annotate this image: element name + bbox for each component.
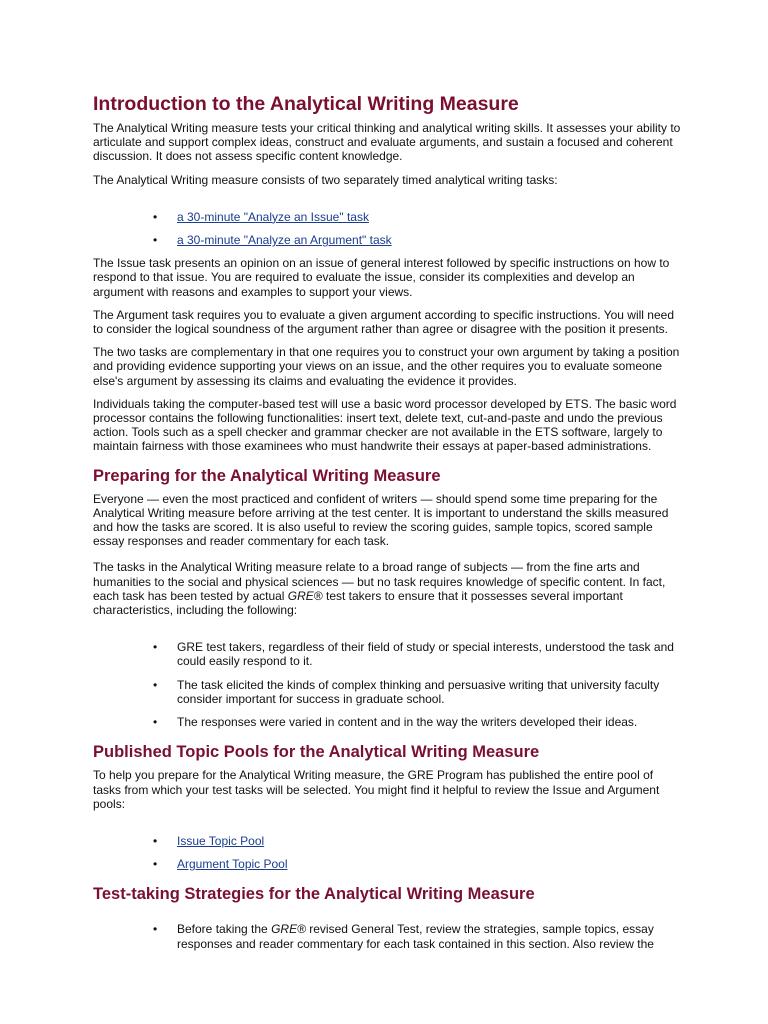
gre-trademark: GRE® <box>287 588 323 603</box>
issue-topic-pool-link[interactable]: Issue Topic Pool <box>177 833 265 848</box>
document-page <box>93 92 683 960</box>
list-item <box>177 834 683 848</box>
gre-trademark: GRE® <box>271 922 306 937</box>
list-item <box>177 233 683 247</box>
list-item: • The task elicited the kinds of complex thinking and persuasive writing that university faculty consider important for success in graduate school. <box>177 678 683 706</box>
list-item: • The responses were varied in content and in the way the writers developed their ideas. <box>177 715 683 729</box>
preparing-paragraph-2-start: The tasks in the Analytical Writing measure relate to a broad range of subjects — from the fine arts and humanities to the social and physical sciences — but no task requires knowledge of specific content. In fact, each task has been tested by actual <box>93 560 666 603</box>
preparing-paragraph-1: Everyone — even the most practiced and confident of writers — should spend some time preparing for the Analytical Writing measure before arriving at the test center. It is important to understand the skills measured and how the tasks are scored. It is also useful to review the scoring guides, sample topics, scored sample essay responses and reader commentary for each task. <box>93 491 669 549</box>
issue-task-paragraph: The Issue task presents an opinion on an issue of general interest followed by specific instructions on how to respond to that issue. You are required to evaluate the issue, consider its complexities and develop an argument with reasons and examples to support your views. <box>93 256 670 299</box>
issue-task-link[interactable]: a 30-minute "Analyze an Issue" task <box>177 209 369 224</box>
complementary-tasks-paragraph: The two tasks are complementary in that one requires you to construct your own argument by taking a position and providing evidence supporting your views on an issue, and the other requires you to evaluate someone else's argument by assessing its claims and evaluating the evidence it provides. <box>93 345 680 388</box>
list-item <box>177 857 683 871</box>
list-item: • GRE test takers, regardless of their field of study or special interests, understood the task and could easily respond to it. <box>177 640 683 668</box>
intro-paragraph-1: The Analytical Writing measure tests your critical thinking and analytical writing skills. It assesses your ability to articulate and support complex ideas, construct and evaluate arguments, and sustain a focused and coherent discussion. It does not assess specific content knowledge. <box>93 121 681 164</box>
word-processor-paragraph: Individuals taking the computer-based test will use a basic word processor developed by ETS. The basic word processor contains the following functionalities: insert text, delete text, cut-and-paste and undo the previous action. Tools such as a spell checker and grammar checker are not available in the ETS software, largely to maintain fairness with those examinees who must handwrite their essays at paper-based administrations. <box>93 396 677 454</box>
argument-task-paragraph: The Argument task requires you to evaluate a given argument according to specific instructions. You will need to consider the logical soundness of the argument rather than agree or disagree with the position it presents. <box>93 307 674 337</box>
intro-heading: Introduction to the Analytical Writing Measure <box>93 93 519 115</box>
strategies-heading: Test-taking Strategies for the Analytical Writing Measure <box>93 885 535 904</box>
intro-paragraph-2: The Analytical Writing measure consists of two separately timed analytical writing tasks: <box>93 172 558 187</box>
preparing-paragraph-2 <box>93 560 683 617</box>
topic-pool-links <box>93 834 683 871</box>
strategies-list <box>93 922 683 950</box>
argument-topic-pool-link[interactable]: Argument Topic Pool <box>177 857 288 872</box>
strategy-1-end: revised General Test, review the strategies, sample topics, essay responses and reader commentary for each task contained in this section. Also review the <box>177 922 654 951</box>
topic-pools-paragraph: To help you prepare for the Analytical Writing measure, the GRE Program has published the entire pool of tasks from which your test tasks will be selected. You might find it helpful to review the Issue and Argument pools: <box>93 768 660 811</box>
strategy-1-start: Before taking the <box>177 922 272 937</box>
argument-task-link[interactable]: a 30-minute "Analyze an Argument" task <box>177 233 392 248</box>
preparing-paragraph-2-end: test takers to ensure that it possesses several important characteristics, including the following: <box>93 588 623 618</box>
topic-pools-heading: Published Topic Pools for the Analytical Writing Measure <box>93 743 540 762</box>
list-item <box>177 210 683 224</box>
task-list <box>93 210 683 247</box>
characteristics-list <box>93 640 683 729</box>
list-item <box>177 922 683 950</box>
preparing-heading: Preparing for the Analytical Writing Measure <box>93 466 441 485</box>
